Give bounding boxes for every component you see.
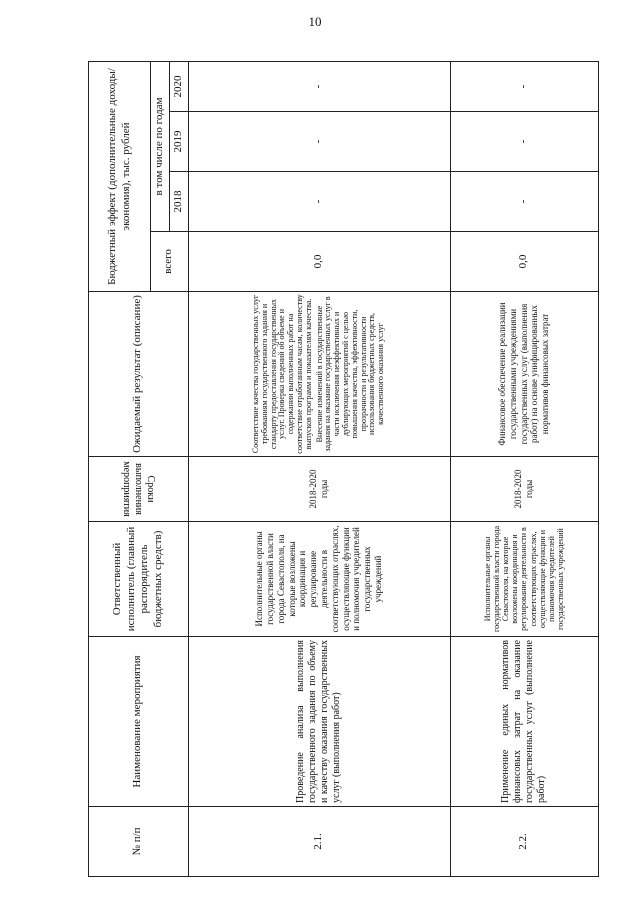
row-executor: Исполнительные органы государственной власти города Севастополя, на которые возложены координация и регулирование деятельности в соответствующих отраслях, осуществляющие функции и полномочия учредителей государственных учреждений xyxy=(450,522,598,637)
row-term: 2018-2020 годы xyxy=(450,457,598,522)
row-result-p1: Соответствие качества государственных услуг требованиям государственного задания и стандарту предоставления государственных услуг. Проверка сведений об объеме и содержании выполненных работ на соответствие отработанным часам, количеству выпусков программ и показателям качества. xyxy=(251,294,313,454)
row-result xyxy=(188,292,450,457)
page-number: 10 xyxy=(308,14,322,29)
header-effect: Бюджетный эффект (дополнительные доходы/экономия), тыс. рублей xyxy=(89,62,151,292)
row-term: 2018-2020 годы xyxy=(188,457,450,522)
measures-table xyxy=(88,61,599,877)
row-result: Финансовое обеспечение реализации государственными учреждениями государственных услуг (выполнения работ) на основе унифицированных нормативов финансовых затрат xyxy=(450,292,598,457)
row-num: 2.1. xyxy=(188,807,450,877)
row-2020: - xyxy=(450,62,598,112)
header-2019: 2019 xyxy=(169,112,188,172)
row-total: 0,0 xyxy=(450,232,598,292)
header-2018: 2018 xyxy=(169,172,188,232)
row-name: Применение единых нормативов финансовых затрат на оказание государственных услуг (выполнение работ) xyxy=(450,637,598,807)
row-2019: - xyxy=(188,112,450,172)
row-num: 2.2. xyxy=(450,807,598,877)
header-executor: Ответственный исполнитель (главный распорядитель бюджетных средств) xyxy=(89,522,189,637)
row-2020: - xyxy=(188,62,450,112)
table-row xyxy=(188,62,450,877)
header-term xyxy=(89,457,189,522)
row-2018: - xyxy=(450,172,598,232)
header-incl: в том числе по годам xyxy=(151,62,170,232)
row-total: 0,0 xyxy=(188,232,450,292)
row-result-p2: Внесение изменений в государственные задания на оказание государственных услуг в части исключения неэффективных и дублирующих мероприятий с целью повышения качества, эффективности, прозрачности и результативности использования бюджетных средств, качественного оказания услуг xyxy=(314,296,386,452)
header-result: Ожидаемый результат (описание) xyxy=(89,292,189,457)
header-name: Наименование мероприятия xyxy=(89,637,189,807)
row-name: Проведение анализа выполнения государственного задания по объему и качеству оказания государственных услуг (выполнения работ) xyxy=(188,637,450,807)
table-row xyxy=(450,62,598,877)
header-2020: 2020 xyxy=(169,62,188,112)
row-2019: - xyxy=(450,112,598,172)
rotated-table-container xyxy=(88,62,596,877)
header-num: № п/п xyxy=(89,807,189,877)
row-executor: Исполнительные органы государственной власти города Севастополя, на которые возложены координация и регулирование деятельности в соответствующих отраслях, осуществляющие функции и полномочия учредителей государственных учреждений xyxy=(188,522,450,637)
row-2018: - xyxy=(188,172,450,232)
header-total: всего xyxy=(151,232,189,292)
header-term-text: Сроки выполнения мероприятия xyxy=(120,461,156,517)
